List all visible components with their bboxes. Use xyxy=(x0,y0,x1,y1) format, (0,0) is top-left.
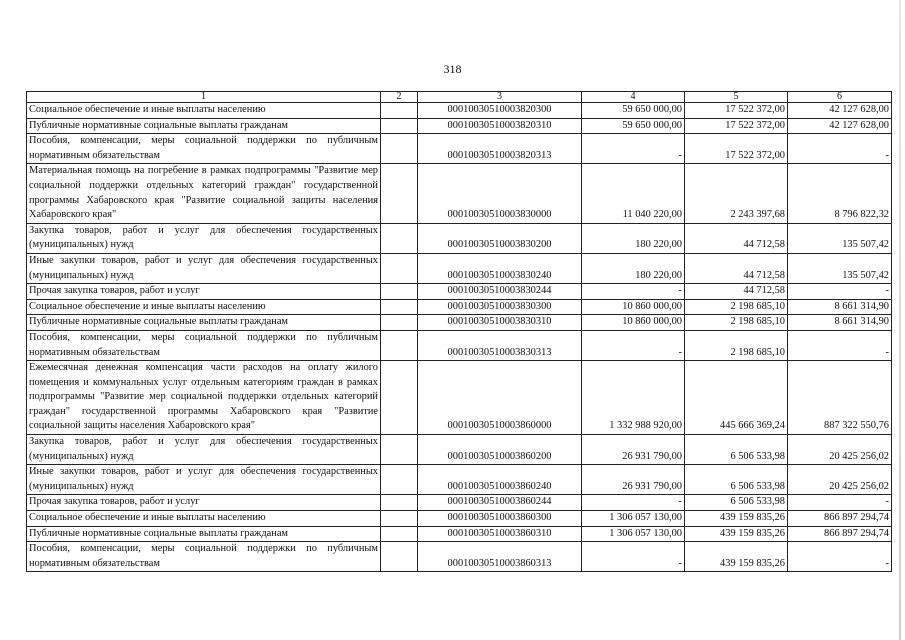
table-row xyxy=(27,103,892,119)
row-name-cell: Закупка товаров, работ и услуг для обеспечения государственных (муниципальных) нужд xyxy=(27,223,381,253)
row-approved-cell: 180 220,00 xyxy=(582,223,685,253)
row-name-cell: Материальная помощь на погребение в рамках подпрограммы "Развитие мер социальной поддержки отдельных категорий граждан" государственной программы Хабаровского края "Развитие социальной защиты населения Хабаровского края" xyxy=(27,164,381,223)
table-row xyxy=(27,164,892,223)
table-row xyxy=(27,299,892,315)
row-col2-cell xyxy=(381,315,418,331)
row-name-cell: Пособия, компенсации, меры социальной поддержки по публичным нормативным обязательствам xyxy=(27,330,381,360)
row-code-cell: 00010030510003830000 xyxy=(418,164,582,223)
row-unexecuted-cell: 8 661 314,90 xyxy=(788,315,892,331)
row-approved-cell: - xyxy=(582,134,685,164)
row-name-cell: Ежемесячная денежная компенсация части расходов на оплату жилого помещения и коммунальных услуг отдельным категориям граждан в рамках подпрограммы "Развитие мер социальной поддержки отдельных категорий граждан" государственной программы Хабаровского края "Развитие социальной защиты населения Хабаровского края" xyxy=(27,361,381,435)
row-unexecuted-cell: 887 322 550,76 xyxy=(788,361,892,435)
row-name-cell: Пособия, компенсации, меры социальной поддержки по публичным нормативным обязательствам xyxy=(27,134,381,164)
budget-execution-table xyxy=(26,91,892,572)
row-unexecuted-cell: 866 897 294,74 xyxy=(788,526,892,542)
row-unexecuted-cell: 42 127 628,00 xyxy=(788,103,892,119)
row-col2-cell xyxy=(381,495,418,511)
row-unexecuted-cell: 8 796 822,32 xyxy=(788,164,892,223)
row-code-cell: 00010030510003830200 xyxy=(418,223,582,253)
table-row xyxy=(27,495,892,511)
row-name-cell: Публичные нормативные социальные выплаты гражданам xyxy=(27,118,381,134)
row-col2-cell xyxy=(381,330,418,360)
row-executed-cell: 2 243 397,68 xyxy=(685,164,788,223)
table-row xyxy=(27,284,892,300)
table-row xyxy=(27,511,892,527)
table-row xyxy=(27,526,892,542)
row-code-cell: 00010030510003860313 xyxy=(418,542,582,572)
row-executed-cell: 439 159 835,26 xyxy=(685,526,788,542)
row-unexecuted-cell: - xyxy=(788,134,892,164)
row-col2-cell xyxy=(381,526,418,542)
row-approved-cell: 11 040 220,00 xyxy=(582,164,685,223)
page-number: 318 xyxy=(443,62,462,76)
row-unexecuted-cell: 866 897 294,74 xyxy=(788,511,892,527)
row-unexecuted-cell: - xyxy=(788,495,892,511)
column-header-5: 5 xyxy=(685,92,788,103)
column-header-1: 1 xyxy=(27,92,381,103)
row-approved-cell: 180 220,00 xyxy=(582,253,685,283)
row-unexecuted-cell: - xyxy=(788,330,892,360)
row-col2-cell xyxy=(381,223,418,253)
column-number-row xyxy=(27,92,892,103)
row-approved-cell: - xyxy=(582,542,685,572)
row-unexecuted-cell: 20 425 256,02 xyxy=(788,435,892,465)
row-approved-cell: 10 860 000,00 xyxy=(582,315,685,331)
row-approved-cell: 1 306 057 130,00 xyxy=(582,511,685,527)
row-name-cell: Иные закупки товаров, работ и услуг для обеспечения государственных (муниципальных) нужд xyxy=(27,253,381,283)
row-code-cell: 00010030510003860310 xyxy=(418,526,582,542)
row-name-cell: Социальное обеспечение и иные выплаты населению xyxy=(27,299,381,315)
row-name-cell: Прочая закупка товаров, работ и услуг xyxy=(27,495,381,511)
row-executed-cell: 2 198 685,10 xyxy=(685,330,788,360)
row-approved-cell: 26 931 790,00 xyxy=(582,435,685,465)
row-name-cell: Иные закупки товаров, работ и услуг для обеспечения государственных (муниципальных) нужд xyxy=(27,465,381,495)
row-approved-cell: 26 931 790,00 xyxy=(582,465,685,495)
row-executed-cell: 6 506 533,98 xyxy=(685,435,788,465)
row-col2-cell xyxy=(381,118,418,134)
row-executed-cell: 439 159 835,26 xyxy=(685,542,788,572)
row-code-cell: 00010030510003860200 xyxy=(418,435,582,465)
row-code-cell: 00010030510003820310 xyxy=(418,118,582,134)
row-unexecuted-cell: 135 507,42 xyxy=(788,253,892,283)
table-row xyxy=(27,465,892,495)
column-header-2: 2 xyxy=(381,92,418,103)
table-row xyxy=(27,223,892,253)
row-code-cell: 00010030510003830244 xyxy=(418,284,582,300)
row-approved-cell: 1 306 057 130,00 xyxy=(582,526,685,542)
row-col2-cell xyxy=(381,542,418,572)
row-unexecuted-cell: - xyxy=(788,542,892,572)
row-approved-cell: - xyxy=(582,495,685,511)
table-row xyxy=(27,253,892,283)
row-col2-cell xyxy=(381,284,418,300)
row-col2-cell xyxy=(381,511,418,527)
row-executed-cell: 17 522 372,00 xyxy=(685,103,788,119)
row-col2-cell xyxy=(381,299,418,315)
row-col2-cell xyxy=(381,361,418,435)
row-name-cell: Социальное обеспечение и иные выплаты населению xyxy=(27,511,381,527)
row-executed-cell: 2 198 685,10 xyxy=(685,299,788,315)
row-unexecuted-cell: 135 507,42 xyxy=(788,223,892,253)
row-col2-cell xyxy=(381,465,418,495)
row-approved-cell: - xyxy=(582,330,685,360)
row-name-cell: Публичные нормативные социальные выплаты гражданам xyxy=(27,315,381,331)
row-executed-cell: 44 712,58 xyxy=(685,253,788,283)
row-approved-cell: 59 650 000,00 xyxy=(582,118,685,134)
row-code-cell: 00010030510003860000 xyxy=(418,361,582,435)
row-name-cell: Закупка товаров, работ и услуг для обеспечения государственных (муниципальных) нужд xyxy=(27,435,381,465)
row-col2-cell xyxy=(381,253,418,283)
row-executed-cell: 17 522 372,00 xyxy=(685,134,788,164)
table-row xyxy=(27,315,892,331)
row-code-cell: 00010030510003860300 xyxy=(418,511,582,527)
row-col2-cell xyxy=(381,134,418,164)
row-code-cell: 00010030510003820300 xyxy=(418,103,582,119)
row-code-cell: 00010030510003830240 xyxy=(418,253,582,283)
row-unexecuted-cell: 20 425 256,02 xyxy=(788,465,892,495)
row-col2-cell xyxy=(381,164,418,223)
table-row xyxy=(27,330,892,360)
row-col2-cell xyxy=(381,435,418,465)
row-approved-cell: - xyxy=(582,284,685,300)
row-name-cell: Пособия, компенсации, меры социальной поддержки по публичным нормативным обязательствам xyxy=(27,542,381,572)
row-code-cell: 00010030510003860244 xyxy=(418,495,582,511)
row-executed-cell: 439 159 835,26 xyxy=(685,511,788,527)
column-header-6: 6 xyxy=(788,92,892,103)
row-executed-cell: 2 198 685,10 xyxy=(685,315,788,331)
row-approved-cell: 10 860 000,00 xyxy=(582,299,685,315)
row-code-cell: 00010030510003830300 xyxy=(418,299,582,315)
row-executed-cell: 44 712,58 xyxy=(685,284,788,300)
row-name-cell: Социальное обеспечение и иные выплаты населению xyxy=(27,103,381,119)
row-name-cell: Публичные нормативные социальные выплаты гражданам xyxy=(27,526,381,542)
column-header-4: 4 xyxy=(582,92,685,103)
row-col2-cell xyxy=(381,103,418,119)
row-code-cell: 00010030510003830310 xyxy=(418,315,582,331)
row-approved-cell: 59 650 000,00 xyxy=(582,103,685,119)
row-unexecuted-cell: 8 661 314,90 xyxy=(788,299,892,315)
scan-edge-shadow xyxy=(899,0,901,640)
row-executed-cell: 6 506 533,98 xyxy=(685,495,788,511)
row-code-cell: 00010030510003820313 xyxy=(418,134,582,164)
row-executed-cell: 17 522 372,00 xyxy=(685,118,788,134)
table-row xyxy=(27,134,892,164)
row-code-cell: 00010030510003830313 xyxy=(418,330,582,360)
row-executed-cell: 6 506 533,98 xyxy=(685,465,788,495)
table-row xyxy=(27,435,892,465)
row-unexecuted-cell: 42 127 628,00 xyxy=(788,118,892,134)
table-row xyxy=(27,361,892,435)
row-code-cell: 00010030510003860240 xyxy=(418,465,582,495)
table-row xyxy=(27,118,892,134)
column-header-3: 3 xyxy=(418,92,582,103)
row-name-cell: Прочая закупка товаров, работ и услуг xyxy=(27,284,381,300)
table-row xyxy=(27,542,892,572)
row-unexecuted-cell: - xyxy=(788,284,892,300)
row-executed-cell: 44 712,58 xyxy=(685,223,788,253)
row-executed-cell: 445 666 369,24 xyxy=(685,361,788,435)
row-approved-cell: 1 332 988 920,00 xyxy=(582,361,685,435)
